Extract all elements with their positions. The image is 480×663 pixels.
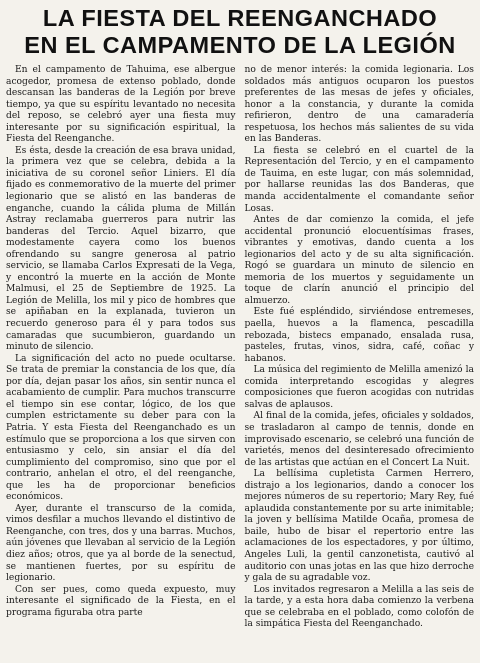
paragraph: Este fué espléndido, sirviéndose entremeses, paella, huevos a la flamenca, pescadilla rebozada, bistecs empanado, ensalada rusa, pasteles, frutas, vinos, sidra, café, coñac y habanos. — [244, 307, 474, 364]
article-column-left — [6, 65, 236, 631]
paragraph: La bellísima cupletista Carmen Herrero, distrajo a los legionarios, dando a conocer los mejores números de su repertorio; Mary Rey, fué aplaudida constantemente por su arte inimitable; la joven y bellísima Matilde Ocaña, promesa de baile, hubo de bisar el repertorio entre las aclamaciones de los espectadores, y por último, Angeles Luli, la gentil canzonetista, cautivó al auditorio con unas jotas en las que hizo derroche y gala de su agradable voz. — [244, 469, 474, 584]
paragraph: Al final de la comida, jefes, oficiales y soldados, se trasladaron al campo de tennis, donde en improvisado escenario, se celebró una función de varietés, menos del desinteresado ofrecimiento de las artistas que actúan en el Concert La Nuit. — [244, 411, 474, 468]
paragraph: Ayer, durante el transcurso de la comida, vimos desfilar a muchos llevando el distintivo de Reenganche, con tres, dos y una barras. Muchos, aún jóvenes que llevaban al servicio de la Legión diez años; otros, que ya al borde de la senectud, se mantienen fuertes, por su espíritu de legionario. — [6, 503, 236, 584]
paragraph: En el campamento de Tahuima, ese albergue acogedor, promesa de extenso poblado, donde descansan las banderas de la Legión por breve tiempo, ya que su espíritu levantado no necesita del reposo, se celebró ayer una fiesta muy interesante por su significación espiritual, la Fiesta del Reenganche. — [6, 65, 236, 145]
article-body — [6, 65, 474, 631]
paragraph: La fiesta se celebró en el cuartel de la Representación del Tercio, y en el campamento de Tauima, en este lugar, con más solemnidad, por hallarse reunidas las dos Banderas, que manda accidentalmente el comandante señor Losas. — [244, 145, 474, 214]
headline-line-1: LA FIESTA DEL REENGANCHADO — [42, 5, 438, 31]
paragraph: no de menor interés: la comida legionaria. Los soldados más antiguos ocuparon los puestos preferentes de las mesas de jefes y oficiales, honor a la constancia, y durante la comida refirieron, dentro de una camaradería respetuosa, los hechos más salientes de su vida en las Banderas. — [244, 65, 474, 145]
paragraph: Con ser pues, como queda expuesto, muy interesante el significado de la Fiesta, en el programa figuraba otra parte — [6, 584, 236, 618]
paragraph: Antes de dar comienzo la comida, el jefe accidental pronunció elocuentísimas frases, vibrantes y emotivas, dando cuenta a los legionarios del acto y de su alta significación. Rogó se guardara un minuto de silencio en memoria de los muertos y seguidamente un toque de clarín anunció el principio del almuerzo. — [244, 215, 474, 306]
article-column-right — [245, 65, 475, 631]
paragraph: Es ésta, desde la creación de esa brava unidad, la primera vez que se celebra, debida a la iniciativa de su coronel señor Liniers. El día fijado es conmemorativo de la muerte del primer legionario que se alistó en las banderas de enganche, cuando la cálida pluma de Millán Astray reclamaba guerreros para nutrir las banderas del Tercio. Aquel bizarro, que modestamente cayera como los buenos ofrendando su sangre generosa al patrio servicio, se llamaba Carlos Expresati de la Vega, y encontró la muerte en la acción de Monte Malmusi, el 25 de Septiembre de 1925. La Legión de Melilla, los mil y pico de hombres que se apiñaban en la explanada, tuvieron un recuerdo generoso para él y para todos sus camaradas que sucumbieron, guardando un minuto de silencio. — [6, 145, 236, 353]
paragraph: La significación del acto no puede ocultarse. Se trata de premiar la constancia de los que, día por día, dejan pasar los años, sin sentir nunca el acabamiento de cumplir. Para muchos transcurre el tiempo sin ese contar, lógico, de los que cumplen estrictamente su deber para con la Patria. Y esta Fiesta del Reenganchado es un estímulo que se proporciona a los que sirven con entusiasmo y celo, sin ansiar el día del cumplimiento del compromiso, sino que por el contrario, anhelan el otro, el del reenganche, que les ha de proporcionar beneficios económicos. — [6, 353, 236, 503]
paragraph: La música del regimiento de Melilla amenizó la comida interpretando escogidas y alegres composiciones que fueron acogidas con nutridas salvas de aplausos. — [244, 365, 474, 410]
headline-line-2: EN EL CAMPAMENTO DE LA LEGIÓN — [24, 32, 456, 58]
paragraph: Los invitados regresaron a Melilla a las seis de la tarde, y a esta hora daba comienzo la verbena que se celebraba en el poblado, como colofón de la simpática Fiesta del Reenganchado. — [244, 584, 474, 630]
